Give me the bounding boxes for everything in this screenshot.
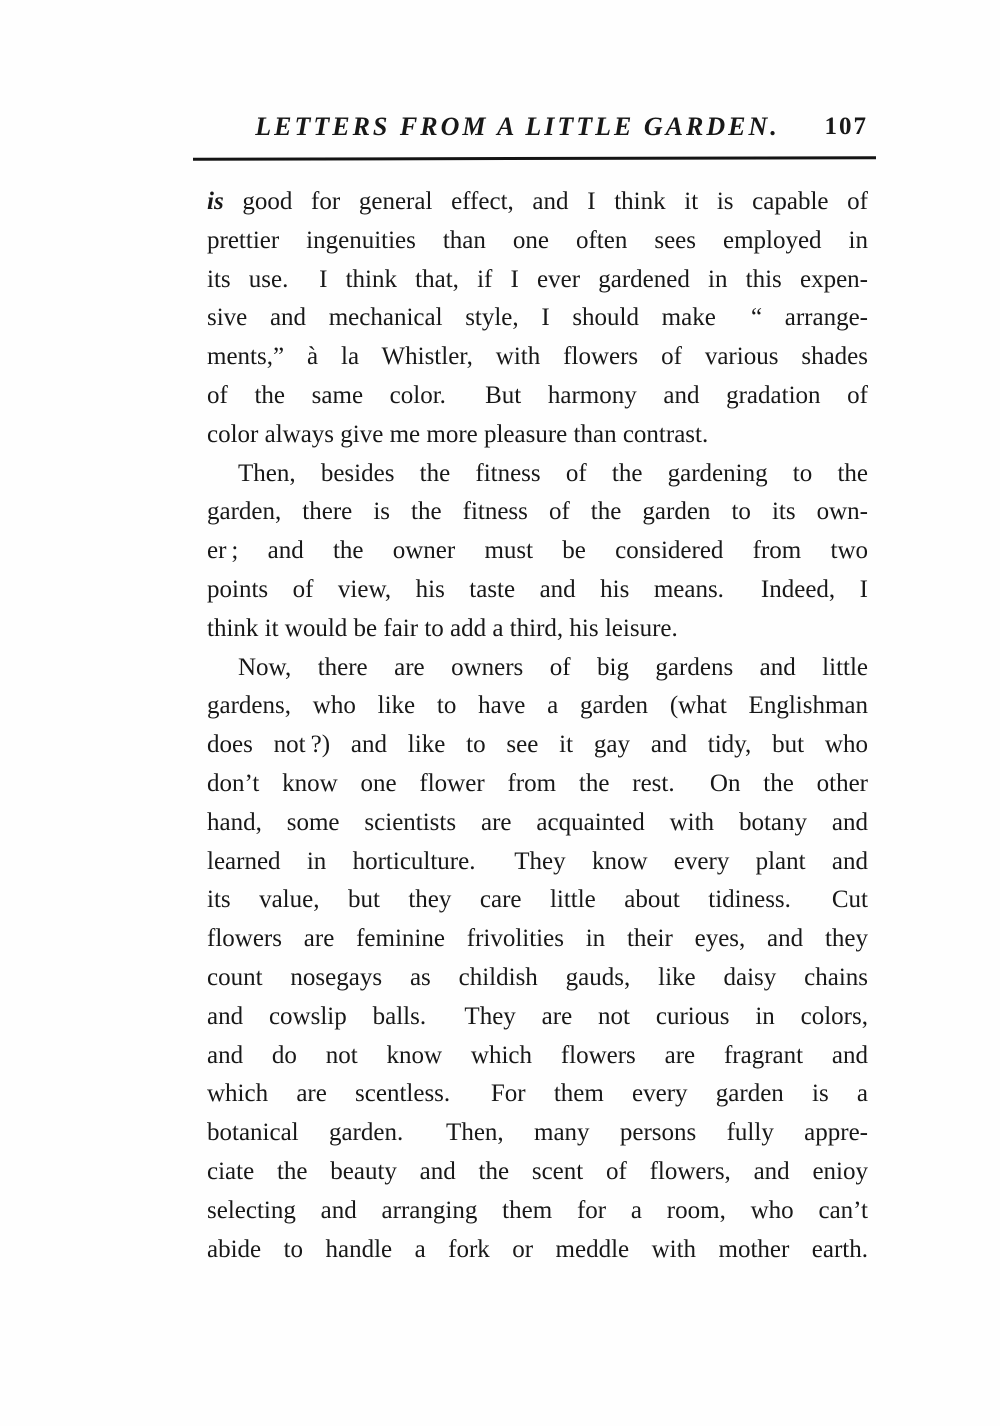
text-line: flowers are feminine frivolities in their eyes, and they	[207, 925, 868, 953]
text-line: color always give me more pleasure than contrast.	[207, 420, 709, 448]
text-line: Then, besides the fitness of the gardening to the	[238, 459, 868, 487]
paragraph	[207, 455, 868, 649]
text-line: don’t know one flower from the rest. On the other	[207, 769, 868, 797]
body-text	[207, 183, 868, 1269]
text-line: er ; and the owner must be considered from two	[207, 537, 868, 565]
text-line: Now, there are owners of big gardens and little	[238, 653, 868, 681]
text-line: and do not know which flowers are fragrant and	[207, 1041, 868, 1069]
page-number: 107	[824, 113, 868, 140]
text-line: think it would be fair to add a third, his leisure.	[207, 614, 678, 642]
text-line: sive and mechanical style, I should make “ arrange-	[207, 304, 868, 332]
text-line: selecting and arranging them for a room, who can’t	[207, 1196, 868, 1224]
text-line: ments,” à la Whistler, with flowers of various shades	[207, 343, 868, 371]
text-line: count nosegays as childish gauds, like daisy chains	[207, 963, 868, 991]
text-line: is good for general effect, and I think it is capable of	[207, 188, 868, 215]
text-line: its use. I think that, if I ever gardened in this expen-	[207, 265, 868, 293]
running-header	[207, 112, 868, 148]
text-line: abide to handle a fork or meddle with mother earth.	[207, 1235, 868, 1263]
text-line: gardens, who like to have a garden (what Englishman	[207, 692, 868, 720]
text-line: of the same color. But harmony and gradation of	[207, 381, 868, 409]
header-rule	[193, 156, 876, 160]
text-line: does not ?) and like to see it gay and tidy, but who	[207, 731, 868, 759]
text-line: which are scentless. For them every garden is a	[207, 1080, 868, 1108]
text-line: botanical garden. Then, many persons fully appre-	[207, 1119, 868, 1147]
text-line: ciate the beauty and the scent of flowers, and enioy	[207, 1157, 868, 1185]
paragraph	[207, 183, 868, 455]
text-line: garden, there is the fitness of the garden to its own-	[207, 498, 868, 526]
text-line: prettier ingenuities than one often sees employed in	[207, 226, 868, 254]
paragraph	[207, 649, 868, 1270]
text-line: and cowslip balls. They are not curious in colors,	[207, 1002, 868, 1030]
text-line: points of view, his taste and his means. Indeed, I	[207, 575, 868, 603]
text-line: learned in horticulture. They know every plant and	[207, 847, 868, 875]
text-line: hand, some scientists are acquainted with botany and	[207, 808, 868, 836]
text-line: its value, but they care little about tidiness. Cut	[207, 886, 868, 914]
italic-word: is	[207, 188, 224, 215]
running-header-title: LETTERS FROM A LITTLE GARDEN.	[255, 112, 780, 141]
